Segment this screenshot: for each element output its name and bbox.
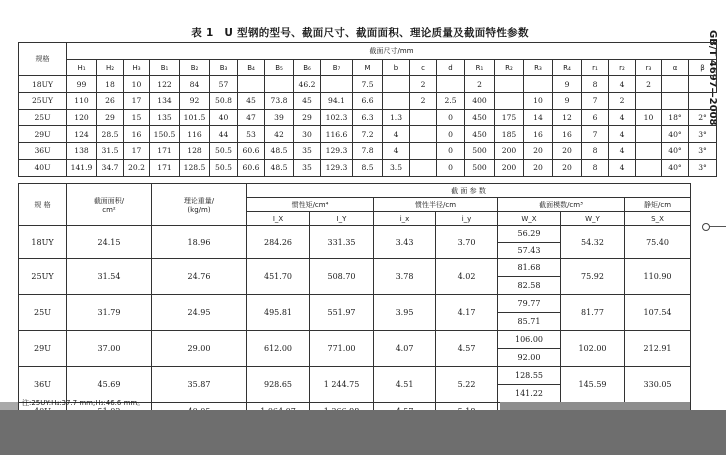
table-row [19,331,691,349]
dimension-cell: 4 [609,109,636,126]
dimension-cell: 500 [465,159,495,176]
dimension-columns-row [19,59,717,76]
dimension-cell: 17 [124,143,150,160]
spec-cell: 18UY [19,226,67,259]
dimension-cell: 116 [180,126,210,143]
sx-cell: 330.05 [625,367,691,403]
dimension-cell: 3.5 [383,159,410,176]
table-row [19,143,717,160]
dimension-cell: 10 [636,109,662,126]
dimension-cell: 134 [150,93,180,110]
dimension-cell: 0 [437,143,465,160]
dimension-cell: 8 [582,159,609,176]
mass-cell: 18.96 [152,226,247,259]
area-header [67,184,152,226]
dimension-cell: 29 [294,109,321,126]
dimension-cell [410,159,437,176]
ix-radius-cell: 3.78 [374,259,436,295]
mass-cell: 24.76 [152,259,247,295]
dimension-cell [662,76,689,93]
dimension-cell: 129.3 [321,159,353,176]
dimension-cell: 450 [465,109,495,126]
dimension-column-header: B₁ [150,59,180,76]
dimension-cell: 31.5 [97,143,124,160]
dimension-cell: 17 [124,93,150,110]
standard-number-label: GB/T 4697—2008 [707,30,718,126]
area-cell: 45.69 [67,367,152,403]
dimension-column-header: B₆ [294,59,321,76]
dimension-cell: 15 [124,109,150,126]
dimension-cell: 3° [689,143,717,160]
dimension-cell: 3° [689,126,717,143]
dimension-cell: 400 [465,93,495,110]
spec-cell: 29U [19,126,67,143]
dimension-cell: 6.3 [353,109,383,126]
dimension-cell: 48.5 [265,143,294,160]
dimension-cell: 20.2 [124,159,150,176]
dimension-column-header: r₂ [609,59,636,76]
dimension-cell: 46.2 [294,76,321,93]
spec-cell: 25UY [19,93,67,110]
area-header-unit: cm² [102,205,116,214]
ix-radius-cell: 3.95 [374,295,436,331]
dimension-cell: 7.8 [353,143,383,160]
dimension-column-header: H₂ [97,59,124,76]
dimension-cell: 35 [294,143,321,160]
spec-cell: 36U [19,367,67,403]
wx-cell: 85.71 [498,313,561,331]
dimension-cell: 3° [689,159,717,176]
dimension-cell: 450 [465,126,495,143]
dimension-cell: 175 [495,109,524,126]
dimensions-table-body [19,76,717,176]
dimension-cell [410,109,437,126]
iy-cell: 551.97 [310,295,374,331]
area-header-label: 截面面积/ [93,196,125,205]
spec-cell: 25U [19,109,67,126]
dimension-cell: 50.8 [210,93,238,110]
sx-cell: 75.40 [625,226,691,259]
dimension-cell: 60.6 [238,143,265,160]
ix-radius-cell: 4.51 [374,367,436,403]
dimension-cell: 18 [97,76,124,93]
area-cell: 31.54 [67,259,152,295]
scan-shadow-right [500,402,690,410]
dimension-cell: 29 [97,109,124,126]
wx-cell: 81.68 [498,259,561,277]
table-row [19,126,717,143]
ix-cell: 612.00 [247,331,310,367]
dimension-cell: 1.3 [383,109,410,126]
dimension-cell [636,159,662,176]
mass-cell: 29.00 [152,331,247,367]
dimension-cell: 2 [609,93,636,110]
dimension-column-header: B₅ [265,59,294,76]
dimension-cell: 20 [524,159,553,176]
ix-radius-cell: 4.07 [374,331,436,367]
wx-cell: 141.22 [498,385,561,403]
dimension-cell: 45 [238,93,265,110]
dimension-cell: 30 [294,126,321,143]
dimension-cell: 2 [410,76,437,93]
mass-header-label: 理论重量/ [183,196,215,205]
dimension-cell: 10 [124,76,150,93]
iy-radius-cell: 4.57 [436,331,498,367]
dimension-cell: 128 [180,143,210,160]
iy-radius-cell: 3.70 [436,226,498,259]
spec-cell: 40U [19,159,67,176]
sx-cell: 212.91 [625,331,691,367]
dimension-cell: 200 [495,159,524,176]
dimension-cell: 0 [437,109,465,126]
dimension-cell: 500 [465,143,495,160]
area-cell: 24.15 [67,226,152,259]
dimension-cell: 4 [609,143,636,160]
radius-header: 惯性半径/cm [374,198,498,212]
dimension-cell: 4 [383,143,410,160]
dimension-cell: 99 [67,76,97,93]
dimension-cell: 92 [180,93,210,110]
dimensions-group-header: 截面尺寸/mm [67,43,717,60]
wx-cell: 82.58 [498,277,561,295]
ix-cell: 451.70 [247,259,310,295]
dimension-column-header: B₇ [321,59,353,76]
table-row [19,295,691,313]
dimension-cell: 9 [553,76,582,93]
table-row [19,109,717,126]
dimension-cell [437,76,465,93]
spec-cell: 25U [19,295,67,331]
table-title: 表 1 U 型钢的型号、截面尺寸、截面面积、理论质量及截面特性参数 [191,27,529,39]
dimension-cell: 34.7 [97,159,124,176]
dimension-column-header: H₁ [67,59,97,76]
dimension-cell: 9 [553,93,582,110]
dimension-column-header: d [437,59,465,76]
dimension-column-header: r₃ [636,59,662,76]
dimension-cell: 102.3 [321,109,353,126]
dimension-cell: 8.5 [353,159,383,176]
dimension-cell: 6 [582,109,609,126]
inertia-header: 惯性矩/cm⁴ [247,198,374,212]
dimension-cell: 26 [97,93,124,110]
margin-tick-marker [702,223,710,231]
ix-radius-header: i_x [374,212,436,226]
wx-cell: 57.43 [498,242,561,259]
dimension-cell: 60.6 [238,159,265,176]
sx-cell: 107.54 [625,295,691,331]
dimension-cell: 128.5 [180,159,210,176]
dimension-cell: 171 [150,159,180,176]
wy-cell: 102.00 [561,331,625,367]
dimension-cell: 40° [662,143,689,160]
modulus-header: 截面模数/cm³ [498,198,625,212]
dimension-column-header: c [410,59,437,76]
wy-cell: 54.32 [561,226,625,259]
dimension-column-header: α [662,59,689,76]
table-note: 注:25UY:H₄:37.7 mm;H₅:46.6 mm。 [22,399,145,407]
section-params-header: 截 面 参 数 [247,184,691,198]
dimension-cell: 6.6 [353,93,383,110]
dimension-cell [410,143,437,160]
spec-cell: 25UY [19,259,67,295]
spec-header: 规格 [19,43,67,76]
dimension-column-header: B₄ [238,59,265,76]
wx-cell: 56.29 [498,226,561,243]
dimension-cell: 2 [465,76,495,93]
dimension-cell: 7 [582,93,609,110]
mass-header-unit: (kg/m) [187,205,211,214]
dimension-cell [689,76,717,93]
dimension-cell [495,93,524,110]
dimension-cell: 18° [662,109,689,126]
table-row [19,76,717,93]
dimension-cell: 135 [150,109,180,126]
ix-radius-cell: 3.43 [374,226,436,259]
ix-cell: 928.65 [247,367,310,403]
iy-radius-cell: 5.22 [436,367,498,403]
dimension-cell: 14 [524,109,553,126]
dimension-cell: 2 [636,76,662,93]
dimension-cell: 129.3 [321,143,353,160]
dimension-cell [636,143,662,160]
dimension-cell [410,126,437,143]
dimension-cell: 44 [210,126,238,143]
dimension-cell: 50.5 [210,143,238,160]
dimension-cell: 28.5 [97,126,124,143]
wy-cell: 81.77 [561,295,625,331]
dimension-cell: 16 [124,126,150,143]
properties-table [18,183,691,420]
dimension-cell: 0 [437,159,465,176]
table-row [19,367,691,385]
dimension-cell: 2 [410,93,437,110]
dimension-cell: 16 [524,126,553,143]
mass-cell: 24.95 [152,295,247,331]
dimension-cell: 185 [495,126,524,143]
scan-shadow-bottom [0,410,726,455]
dimension-cell [321,76,353,93]
dimension-column-header: H₃ [124,59,150,76]
dimension-column-header: M [353,59,383,76]
dimension-cell: 122 [150,76,180,93]
wy-cell: 145.59 [561,367,625,403]
wx-header: W_X [498,212,561,226]
iy-cell: 331.35 [310,226,374,259]
dimension-cell: 53 [238,126,265,143]
dimension-column-header: b [383,59,410,76]
ix-cell: 284.26 [247,226,310,259]
table-row [19,93,717,110]
dimension-cell: 48.5 [265,159,294,176]
dimension-cell: 57 [210,76,238,93]
dimension-cell [238,76,265,93]
dimension-cell: 7 [582,126,609,143]
dimension-cell [636,126,662,143]
dimension-cell: 40 [210,109,238,126]
dimension-cell: 39 [265,109,294,126]
dimension-cell: 42 [265,126,294,143]
dimension-column-header: R₂ [495,59,524,76]
ix-header: I_X [247,212,310,226]
dimension-cell [383,93,410,110]
dimension-cell [636,93,662,110]
dimension-cell: 45 [294,93,321,110]
dimension-column-header: B₃ [210,59,238,76]
area-cell: 31.79 [67,295,152,331]
dimension-cell: 94.1 [321,93,353,110]
iy-cell: 771.00 [310,331,374,367]
iy-header: I_Y [310,212,374,226]
static-moment-header: 静矩/cm [625,198,691,212]
dimension-cell: 0 [437,126,465,143]
dimension-cell: 20 [524,143,553,160]
table-row [19,259,691,277]
dimension-cell: 35 [294,159,321,176]
dimension-cell: 4 [609,126,636,143]
dimension-cell: 84 [180,76,210,93]
spec-cell: 18UY [19,76,67,93]
wx-cell: 106.00 [498,331,561,349]
dimension-cell: 116.6 [321,126,353,143]
dimension-cell: 20 [553,143,582,160]
table-row [19,159,717,176]
dimension-cell: 47 [238,109,265,126]
dimension-cell: 73.8 [265,93,294,110]
properties-table-body [19,226,691,420]
dimension-cell [524,76,553,93]
sx-cell: 110.90 [625,259,691,295]
dimension-cell [662,93,689,110]
iy-radius-cell: 4.17 [436,295,498,331]
dimension-cell: 2.5 [437,93,465,110]
dimension-cell: 200 [495,143,524,160]
dimension-cell: 8 [582,143,609,160]
wx-cell: 128.55 [498,367,561,385]
dimensions-table [18,42,717,177]
dimension-cell [383,76,410,93]
dimension-cell: 141.9 [67,159,97,176]
mass-cell: 35.87 [152,367,247,403]
dimension-cell: 2° [689,109,717,126]
dimension-cell [265,76,294,93]
ix-cell: 495.81 [247,295,310,331]
dimension-cell: 10 [524,93,553,110]
dimension-cell: 40° [662,126,689,143]
dimension-column-header: B₂ [180,59,210,76]
mass-header [152,184,247,226]
dimension-cell: 12 [553,109,582,126]
dimension-cell: 124 [67,126,97,143]
dimension-cell: 110 [67,93,97,110]
dimension-cell: 120 [67,109,97,126]
scan-shadow-left [0,402,18,410]
wx-cell: 92.00 [498,349,561,367]
iy-radius-cell: 4.02 [436,259,498,295]
wy-cell: 75.92 [561,259,625,295]
iy-radius-header: i_y [436,212,498,226]
dimension-cell: 4 [609,159,636,176]
dimension-cell: 16 [553,126,582,143]
sx-header: S_X [625,212,691,226]
iy-cell: 508.70 [310,259,374,295]
dimension-column-header: R₄ [553,59,582,76]
area-cell: 37.00 [67,331,152,367]
spec-header-2: 规 格 [19,184,67,226]
dimension-cell: 101.5 [180,109,210,126]
wx-cell: 79.77 [498,295,561,313]
spec-cell: 36U [19,143,67,160]
dimension-cell: 150.5 [150,126,180,143]
dimension-cell: 171 [150,143,180,160]
dimension-cell: 4 [609,76,636,93]
dimension-cell [495,76,524,93]
wy-header: W_Y [561,212,625,226]
dimension-cell: 138 [67,143,97,160]
dimension-cell: 50.5 [210,159,238,176]
dimension-cell: 7.2 [353,126,383,143]
dimension-column-header: β [689,59,717,76]
iy-cell: 1 244.75 [310,367,374,403]
dimension-cell: 40° [662,159,689,176]
dimension-cell: 7.5 [353,76,383,93]
dimension-column-header: r₁ [582,59,609,76]
table-row [19,226,691,243]
dimension-cell: 8 [582,76,609,93]
dimension-cell: 4 [383,126,410,143]
dimension-column-header: R₃ [524,59,553,76]
dimension-column-header: R₁ [465,59,495,76]
dimension-cell: 20 [553,159,582,176]
spec-cell: 29U [19,331,67,367]
